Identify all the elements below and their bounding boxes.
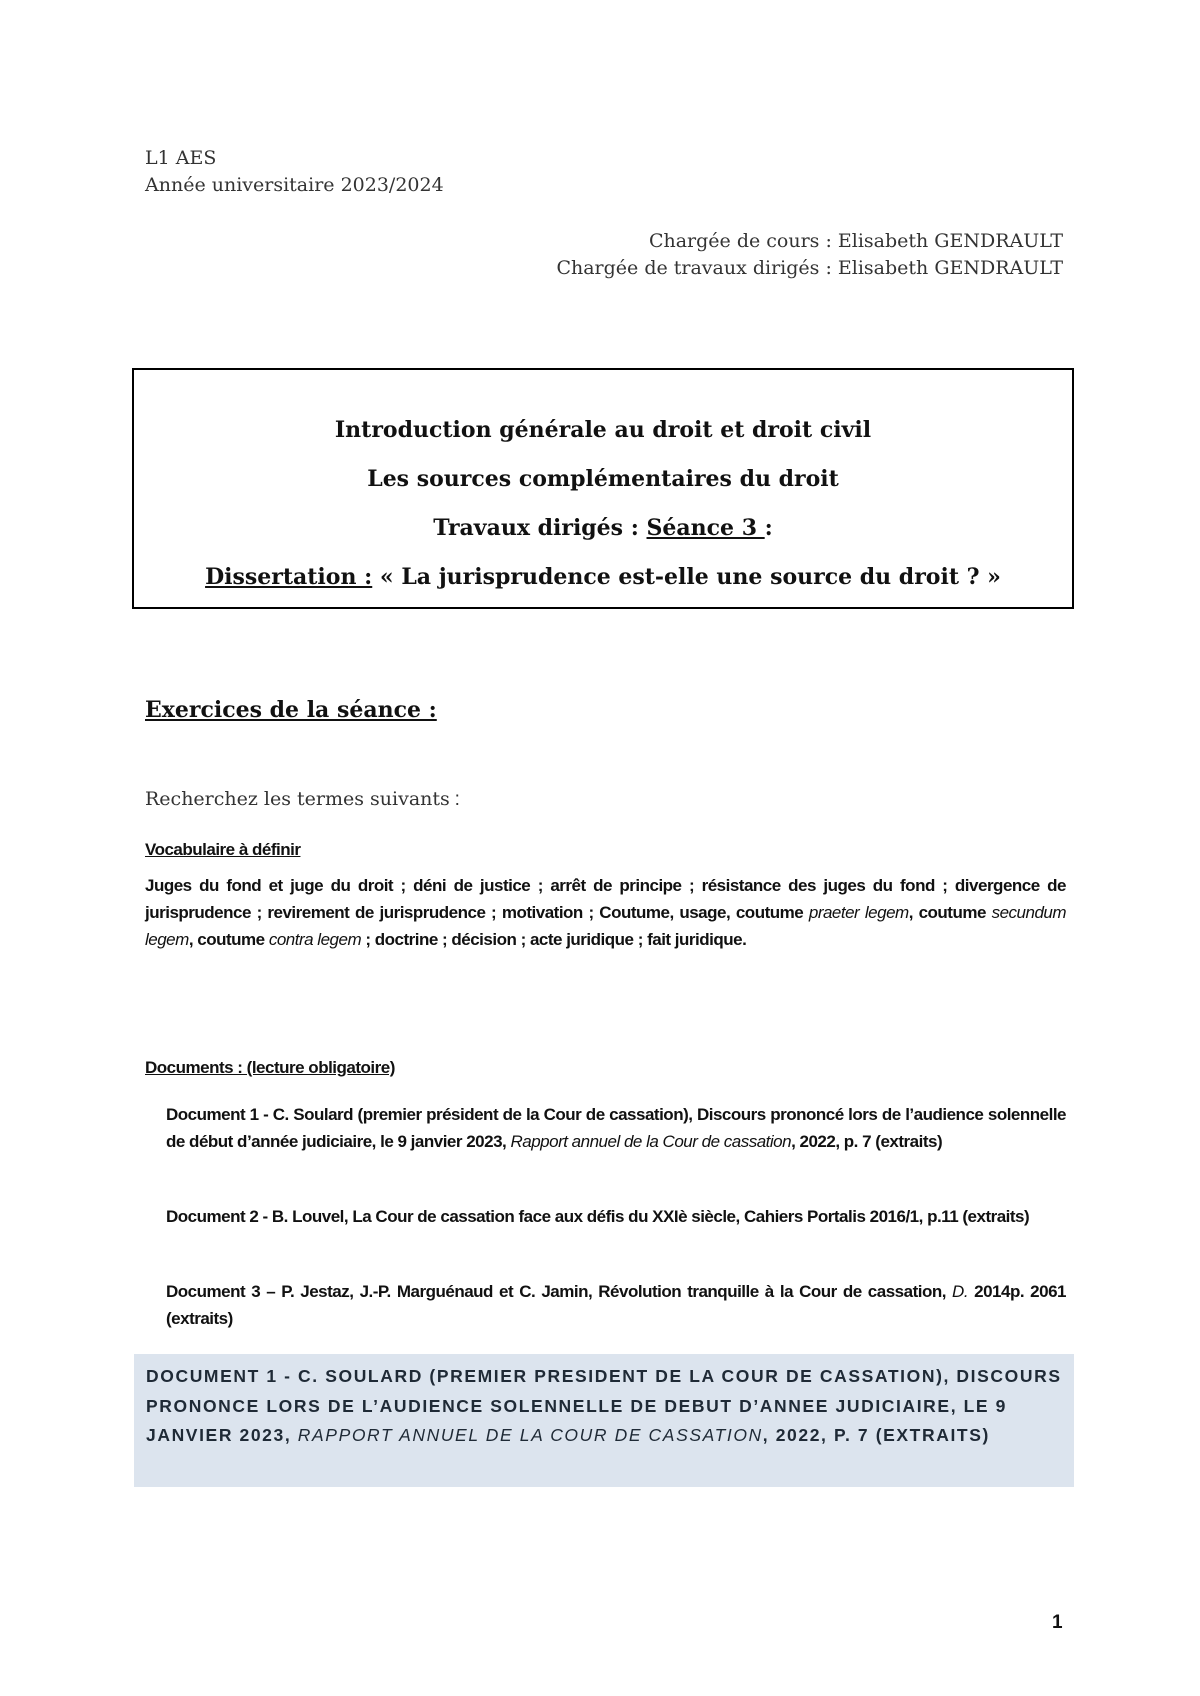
vocabulary-list: Juges du fond et juge du droit ; déni de justice ; arrêt de principe ; résistance des juges du fond ; divergence de jurisprudence ; revirement de jurisprudence ; motivation ; Coutume, usage, coutume praeter legem, coutume secundum legem, coutume contra legem ; doctrine ; décision ; acte juridique ; fait juridique. bbox=[145, 876, 1067, 949]
session-prefix: Travaux dirigés : bbox=[433, 515, 647, 541]
exercises-heading: Exercices de la séance : bbox=[145, 697, 437, 723]
instruction-main: Recherchez les termes suivants bbox=[145, 788, 450, 810]
lecturer-line: Chargée de cours : Elisabeth GENDRAULT bbox=[648, 230, 1063, 252]
vocabulary-heading: Vocabulaire à définir bbox=[145, 840, 301, 859]
topic-title: Les sources complémentaires du droit bbox=[367, 466, 839, 492]
session-suffix: : bbox=[764, 515, 773, 541]
header-left bbox=[145, 145, 444, 199]
documents-heading: Documents : (lecture obligatoire) bbox=[145, 1058, 395, 1077]
page-number: 1 bbox=[1052, 1612, 1063, 1633]
session-number: Séance 3 bbox=[646, 515, 765, 541]
title-box bbox=[132, 368, 1074, 609]
dissertation-subject: « La jurisprudence est-elle une source du droit ? » bbox=[372, 564, 1001, 590]
course-level: L1 AES bbox=[145, 147, 217, 169]
instruction-colon: : bbox=[449, 789, 460, 810]
academic-year: Année universitaire 2023/2024 bbox=[145, 174, 444, 196]
dissertation-label: Dissertation : bbox=[205, 564, 373, 590]
document-1-reference: Document 1 - C. Soulard (premier président de la Cour de cassation), Discours prononcé lors de l’audience solennelle de début d’année judiciaire, le 9 janvier 2023, Rapport annuel de la Cour de cassation, 2022, p. 7 (extraits) bbox=[166, 1105, 1066, 1151]
document-3-reference: Document 3 – P. Jestaz, J.-P. Marguénaud et C. Jamin, Révolution tranquille à la Cour de cassation, D. 2014p. 2061 (extraits) bbox=[166, 1282, 1066, 1328]
course-title: Introduction générale au droit et droit civil bbox=[334, 417, 872, 443]
instruction-text bbox=[145, 788, 459, 811]
document-1-banner: DOCUMENT 1 - C. SOULARD (PREMIER PRESIDENT DE LA COUR DE CASSATION), DISCOURS PRONONCE LORS DE L’AUDIENCE SOLENNELLE DE DEBUT D’ANNEE JUDICIAIRE, LE 9 JANVIER 2023, RAPPORT ANNUEL DE LA COUR DE CASSATION, 2022, P. 7 (EXTRAITS) bbox=[134, 1354, 1074, 1487]
session-title bbox=[134, 504, 1072, 553]
header-right bbox=[556, 228, 1063, 282]
tutor-line: Chargée de travaux dirigés : Elisabeth GENDRAULT bbox=[556, 257, 1063, 279]
dissertation-title bbox=[134, 553, 1072, 602]
document-2-reference: Document 2 - B. Louvel, La Cour de cassation face aux défis du XXIè siècle, Cahiers Portalis 2016/1, p.11 (extraits) bbox=[166, 1207, 1030, 1226]
